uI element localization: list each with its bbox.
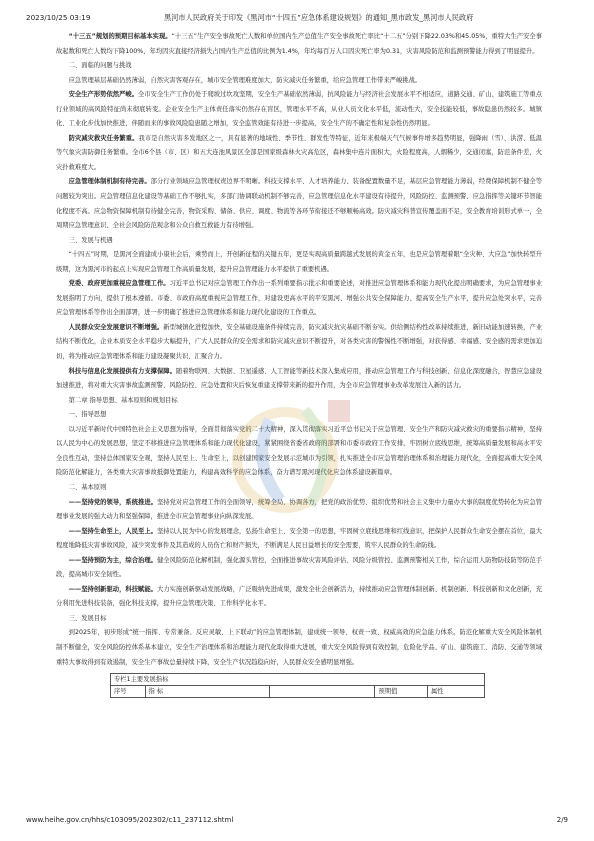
paragraph (56, 175, 542, 233)
paragraph-text: 随着物联网、大数据、卫星遥感、人工智能等新技术深入集成应用，推动应急管理工作与科技创新、信息化深度融合，智慧应急建设加速推进，将对重大灾害事故监测预警、风险防控、应急处置和灾后恢复重建支撑带来新的提升作用，为全市应急管理事业改革发展注入新的活力。 (56, 367, 543, 390)
paragraph (56, 612, 542, 627)
page-title: 黑河市人民政府关于印发《黑河市“十四五”应急体系建设规划》的通知_黑市政发_黑河市人民政府 (164, 13, 474, 22)
paragraph (56, 277, 542, 321)
paragraph-text: 大力实施创新驱动发展战略，广泛吸纳先进成果，激发全社会创新活力，持续推动应急管理体制创新、机制创新、科技创新和文化创新，充分利用先进科技装备，强化科技支撑，提升应急管理决策、工作科学化水平。 (56, 585, 542, 608)
paragraph-text: 坚持以人民为中心的发展理念，弘扬生命至上、安全第一的思想，牢固树立底线思维和红线意识，把保护人民群众生命安全摆在首位，最大程度地降低灾害事故风险，减少突发事件及其造成的人员伤亡和财产损失，不断满足人民日益增长的安全需要，筑牢人民群众的生命防线。 (56, 527, 542, 550)
paragraph-text: 三、发展目标 (68, 614, 107, 622)
paragraph-text: 习近平总书记对应急管理工作作出一系列重要指示批示和重要论述，对推进应急管理体系和能力现代化提出明确要求，为应急管理事业发展指明了方向，提供了根本遵循。市委、市政府高度重视应急管理工作，对建设更高水平的平安黑河、增强公共安全保障能力、提高安全生产水平，提升应急处突水平，完善应急管理体系等作出全面部署，进一步明确了推进应急管理体系和能力现代化建设的工作重点。 (56, 280, 543, 317)
paragraph (56, 234, 542, 249)
paragraph-lead: 安全生产形势依然严峻。 (68, 91, 139, 99)
document-body (56, 30, 542, 698)
table-header-cell: 指 标 (145, 686, 269, 698)
paragraph-text: 到2025年，初步形成“统一指挥、专常兼备、反应灵敏、上下联动”的应急管理体制，建成统一领导、权责一致、权威高效的应急能力体系。防范化解重大安全风险体制机制不断健全，安全风险防控体系基本建立，安全生产治理体系和治理能力现代化取得重大进展，重大安全风险得到有效控制，危险化学品、矿山、建筑施工、消防、交通等领域重特大事故得到有效遏制，安全生产事故总量持续下降，安全生产状况趋稳向好，人民群众安全感明显增强。 (56, 629, 542, 666)
paragraph-text: 第二章 指导思想、基本原则和规划目标 (68, 396, 178, 404)
paragraph-text: 我市是自然灾害多发地区之一，具有显著的地域性、季节性、群发性等特征，近年来极端天气气候事件增多趋势明显，强降雨（雪）、洪涝、低温等气象灾害防御任务繁重。全市6个县（市、区）和五大连池风景区全部是国家级森林火灾高危区，森林集中连片面积大，火险程度高，人烟稀少，交通闭塞，防范条件差，火灾扑救难度大。 (56, 134, 542, 171)
paragraph (56, 132, 542, 176)
print-timestamp: 2023/10/25 03:19 (26, 13, 91, 22)
paragraph-text: 以习近平新时代中国特色社会主义思想为指导，全面贯彻落实党的二十大精神，深入贯彻落实习近平总书记关于应急管理、安全生产和防灾减灾救灾的重要指示精神，坚持以人民为中心的发展思想，坚定不移推进应急管理体系和能力现代化建设，紧紧围绕省委省政府的部署和市委市政府工作安排，牢固树立底线思维，统筹高质量发展和高水平安全良性互动，坚持总体国家安全观，坚持人民至上、生命至上，以创建国家安全发展示范城市为引领，扎实推进全市应急管理治理体系和治理能力现代化，全面提高重大安全风险防范化解能力，各类重大灾害事故抵御处置能力，构建高效科学的应急体系，奋力谱写黑河现代化应急体系建设新篇章。 (56, 425, 542, 477)
paragraph (56, 59, 542, 74)
paragraph (56, 554, 542, 583)
paragraph (56, 583, 542, 612)
indicator-table (110, 673, 485, 698)
paragraph-lead: 防灾减灾救灾任务繁重。 (68, 134, 139, 142)
paragraph-text: “十三五”生产安全事故死亡人数和单位国内生产总值生产安全事故死亡率比“十二五”分别下降22.03%和45.05%，重特大生产安全事故起数和死亡人数均下降100%，年均因灾直接经济损失占国内生产总值的比例为1.4%，年均每百万人口因灾死亡率为0.31，灾害风险防范和监测预警能力得到了明显提升。 (56, 33, 542, 55)
paragraph-lead: ——坚持生命至上，人民至上。 (68, 527, 157, 535)
paragraph-text: 坚持党对应急管理工作的全面领导，统筹全局、协调各方，把党的政治优势、组织优势和社会主义集中力量办大事的制度优势转化为应急管理事业发展的强大动力和坚强保障，推进全市应急管理事业向纵深发展。 (56, 498, 542, 521)
page-number: 2/9 (556, 816, 568, 824)
paragraph-lead: ——坚持预防为主，综合治理。 (68, 556, 157, 564)
page-header (26, 13, 568, 25)
paragraph (56, 248, 542, 277)
paragraph (56, 626, 542, 670)
paragraph-text: 全市安全生产工作仍处于爬坡过坎攻坚期，安全生产基础依然薄弱，抗风险能力与经济社会发展水平不相适应，道路交通、矿山、建筑施工等重点行业领域的高风险特征尚未彻底转变。企业安全生产主体责任落实仍然存在盲区，管理水平不高，从业人员文化水平低，流动性大，安全技能较低，事故隐患仍然较多。城镇化、工业化步伐加快推进，伴随而来的事故风险隐患随之增加，安全监管效能有待进一步提高，安全生产的不确定性和复杂性仍然明显。 (56, 91, 543, 128)
page-footer (26, 816, 568, 826)
paragraph-text: 应急管理基层基础仍然薄弱，自然灾害客观存在，城市安全管理难度加大，防灾减灾任务繁重，给应急管理工作带来严峻挑战。 (68, 76, 422, 84)
paragraph-text: “十四五”时期，是黑河全面建成小康社会后，乘势而上，开创新征程的关键五年，更是实现高质量跨越式发展的黄金五年，也是应急管理着眼“全灾种、大应急”加快转型升级期，这为黑河市的起点上实现应急管理工作高质量发展，提升应急管理能力水平提供了重要机遇。 (56, 251, 542, 273)
table-caption: 专栏1主要发展指标 (111, 674, 485, 686)
paragraph-lead: 人民群众安全发展意识不断增强。 (68, 323, 164, 331)
paragraph-text: 新型城镇化进程加快，安全基础设施条件持续完善，防灾减灾抗灾基础不断夯实。供给侧结构性改革持续推进，新旧动能加速转换，产业结构不断优化，企业本质安全水平稳步大幅提升，广大人民群众的安全需求和防灾减灾意识不断提升，对各类灾害的警惕性不断增强，对获得感、幸福感、安全感的需求更加迫切，将为推动应急管理体系和能力建设凝聚共识、汇聚合力。 (56, 323, 543, 361)
page-url[interactable]: www.heihe.gov.cn/hhs/c103095/202302/c11_237112.shtml (26, 816, 234, 824)
table-header-cell: 预期值 (375, 686, 428, 698)
paragraph-lead: ——坚持党的领导，系统推进。 (68, 498, 157, 506)
table-header-cell: 序号 (111, 686, 146, 698)
paragraph-text: 三、发展与机遇 (68, 236, 113, 244)
paragraph-text: 二、基本原则 (68, 483, 107, 491)
paragraph-text: 二、面临的问题与挑战 (68, 62, 132, 70)
table-header-cell (269, 686, 375, 698)
paragraph-text: 一、指导思想 (68, 411, 107, 419)
paragraph (56, 88, 542, 132)
paragraph-lead: 党委、政府更加重视应急管理工作。 (68, 280, 170, 288)
paragraph-text: 部分行业领域应急管理权责边界不明晰。科技支撑水平、人才培养能力、装备配置数量不足，基层应急管理能力薄弱，经费保障机制不健全等问题较为突出。应急管理信息化建设等基础工作不够扎实，多部门协调联动机制不够完善，应急管理信息化水平建设有待提升，风险防控、监测预警、应急指挥等关键环节智能化程度不高。应急物资保障机制有待健全完善，物资采购、储备、供应、调度、物流等各环节衔接还不够顺畅高效。防灾减灾科普宣传覆盖面不足，安全教育培训形式单一，全周期应急管理意识、全社会风险防范观念和公众自救互救能力有待增强。 (56, 178, 543, 230)
paragraph-text: 健全风险防范化解机制，强化源头管控，全面推进事故灾害风险评估、风险分级管控、监测预警相关工作，综合运用人防物防技防等防范手段，提高城市安全韧性。 (56, 556, 542, 579)
paragraph-lead: ——坚持创新驱动，科技赋能。 (68, 585, 157, 593)
watermark-logo (210, 380, 375, 530)
paragraph (56, 74, 542, 89)
paragraph-lead: “十三五”规划的预期目标基本实现。 (68, 33, 172, 40)
paragraph (56, 30, 542, 59)
paragraph-lead: 应急管理体制机制有待完善。 (68, 178, 151, 186)
paragraph (56, 321, 542, 365)
table-header-cell: 属性 (427, 686, 484, 698)
paragraph-lead: 科技与信息化发展提供有力支撑保障。 (68, 367, 176, 375)
